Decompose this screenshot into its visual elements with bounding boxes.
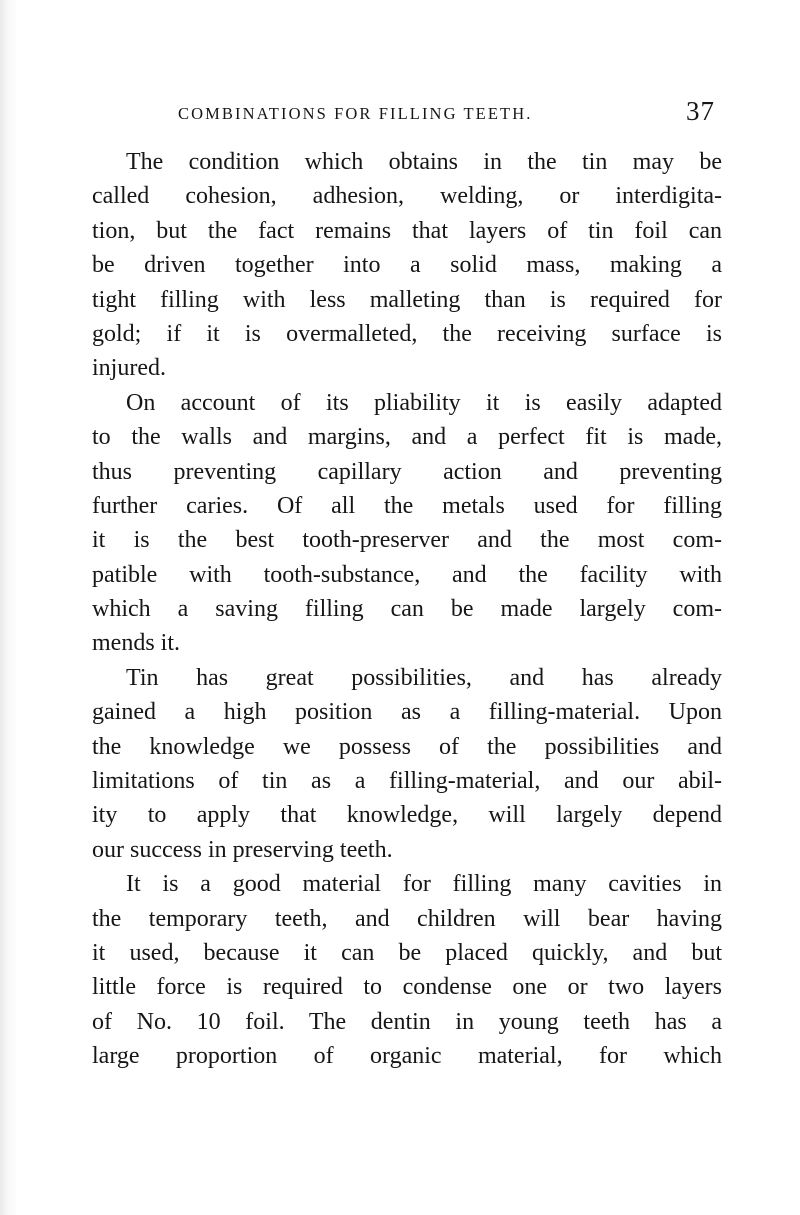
text-line: it used, because it can be placed quickly, and but: [92, 939, 722, 966]
text-line: which a saving filling can be made largely com-: [92, 596, 722, 623]
text-line: The condition which obtains in the tin may be: [126, 149, 722, 175]
text-line: thus preventing capillary action and preventing: [92, 458, 722, 485]
text-line: gold; if it is overmalleted, the receiving surface is: [92, 320, 722, 347]
text-line: the temporary teeth, and children will bear having: [92, 905, 722, 932]
text-line: be driven together into a solid mass, making a: [92, 252, 722, 279]
text-line: patible with tooth-substance, and the facility with: [92, 561, 722, 588]
text-line: large proportion of organic material, for which: [92, 1043, 722, 1070]
page-number: 37: [686, 96, 715, 126]
text-line: On account of its pliability it is easily adapted: [126, 389, 722, 416]
text-line: It is a good material for filling many cavities in: [126, 871, 722, 898]
text-line: to the walls and margins, and a perfect fit is made,: [92, 424, 722, 451]
running-head: COMBINATIONS FOR FILLING TEETH.: [178, 104, 533, 123]
page-binding-edge: [0, 0, 18, 1215]
text-line: of No. 10 foil. The dentin in young teeth has a: [92, 1008, 722, 1035]
text-line: tight filling with less malleting than is required for: [92, 286, 722, 313]
text-line: Tin has great possibilities, and has already: [126, 664, 722, 691]
text-line: ity to apply that knowledge, will largely depend: [92, 802, 722, 829]
text-line: the knowledge we possess of the possibilities and: [92, 733, 722, 760]
text-line: limitations of tin as a filling-material, and our abil-: [92, 768, 722, 795]
text-line: our success in preserving teeth.: [92, 836, 393, 863]
text-line: it is the best tooth-preserver and the most com-: [92, 527, 722, 554]
text-line: little force is required to condense one or two layers: [92, 974, 722, 1001]
text-line: mends it.: [92, 630, 180, 657]
text-line: tion, but the fact remains that layers of tin foil can: [92, 217, 722, 244]
text-line: called cohesion, adhesion, welding, or interdigita-: [92, 183, 722, 210]
body-text: [92, 145, 722, 1074]
text-line: further caries. Of all the metals used for filling: [92, 492, 722, 519]
text-line: injured.: [92, 355, 166, 382]
text-line: gained a high position as a filling-material. Upon: [92, 699, 722, 726]
